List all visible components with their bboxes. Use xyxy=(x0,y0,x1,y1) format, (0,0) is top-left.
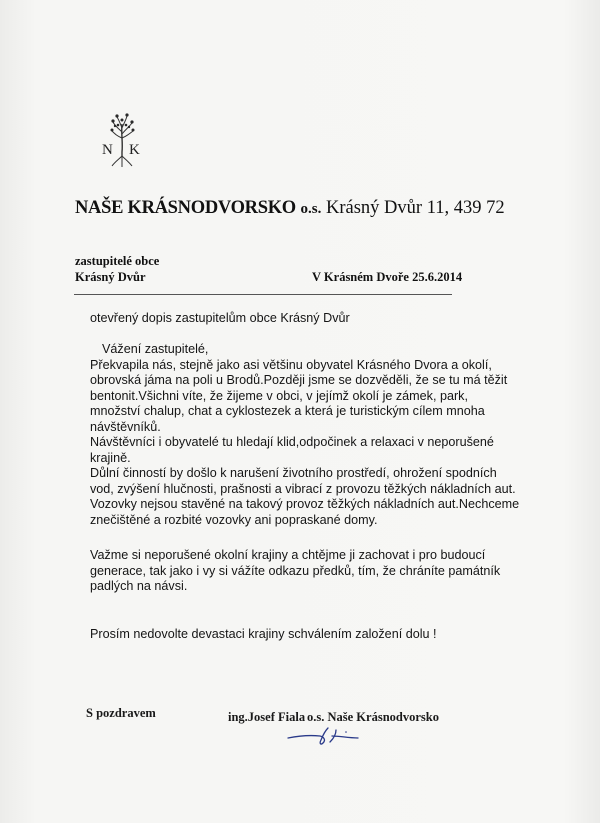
recipient-line-1: zastupitelé obce xyxy=(75,254,160,268)
body-line: bentonit.Všichni víte, že žijeme v obci, v jejímž okolí je zámek, park, xyxy=(90,388,468,403)
handwritten-signature xyxy=(286,724,378,750)
place-and-date: V Krásném Dvoře 25.6.2014 xyxy=(312,270,463,284)
organization-name: NAŠE KRÁSNODVORSKO xyxy=(75,198,296,218)
letter-subject: otevřený dopis zastupitelům obce Krásný Dvůr xyxy=(90,311,350,325)
body-line: množství chalup, chat a cyklostezek a která je turistickým cílem mnoha xyxy=(90,404,485,418)
letter-appeal: Prosím nedovolte devastaci krajiny schválením založení dolu ! xyxy=(90,627,437,641)
body-line: obrovská jáma na poli u Brodů.Později jsme se dozvěděli, že se tu má těžit xyxy=(90,373,508,387)
body-line: krajině. xyxy=(90,450,131,465)
salutation: Vážení zastupitelé, xyxy=(102,342,209,356)
body-line: Važme si neporušené okolní krajiny a chtějme ji zachovat i pro budoucí xyxy=(90,548,486,562)
body-line: návštěvníků. xyxy=(90,419,161,434)
body-line: Vozovky nejsou stavěné na takový provoz těžkých nákladních aut.Nechceme xyxy=(90,497,520,511)
recipient-line-2: Krásný Dvůr xyxy=(75,270,146,284)
organization-header xyxy=(75,198,505,219)
body-line: Návštěvníci i obyvatelé tu hledají klid,odpočinek a relaxaci v neporušené xyxy=(90,435,494,449)
body-line: generace, tak jako i vy si vážíte odkazu předků, tím, že chráníte památník xyxy=(90,563,501,578)
body-line: vod, zvýšení hlučnosti, prašnosti a vibrací z provozu těžkých nákladních aut. xyxy=(90,481,516,496)
body-line: Důlní činností by došlo k narušení životního prostředí, ohrožení spodních xyxy=(90,466,497,480)
svg-text:N: N xyxy=(102,142,113,158)
svg-text:K: K xyxy=(129,142,140,158)
body-line: znečištěné a rozbité vozovky ani popraskané domy. xyxy=(90,512,378,527)
organization-address: Krásný Dvůr 11, 439 72 xyxy=(326,198,505,218)
signatory-organization: o.s. Naše Krásnodvorsko xyxy=(307,710,439,724)
letter-body xyxy=(90,342,560,528)
body-line: padlých na návsi. xyxy=(90,579,188,593)
tree-logo-icon xyxy=(96,112,148,170)
body-line: Překvapila nás, stejně jako asi většinu obyvatel Krásného Dvora a okolí, xyxy=(90,357,492,372)
header-divider xyxy=(74,294,452,295)
signatory-name: ing.Josef Fiala xyxy=(228,710,306,724)
organization-type: o.s. xyxy=(300,201,322,217)
closing: S pozdravem xyxy=(86,706,156,720)
letter-paragraph-2 xyxy=(90,548,560,595)
